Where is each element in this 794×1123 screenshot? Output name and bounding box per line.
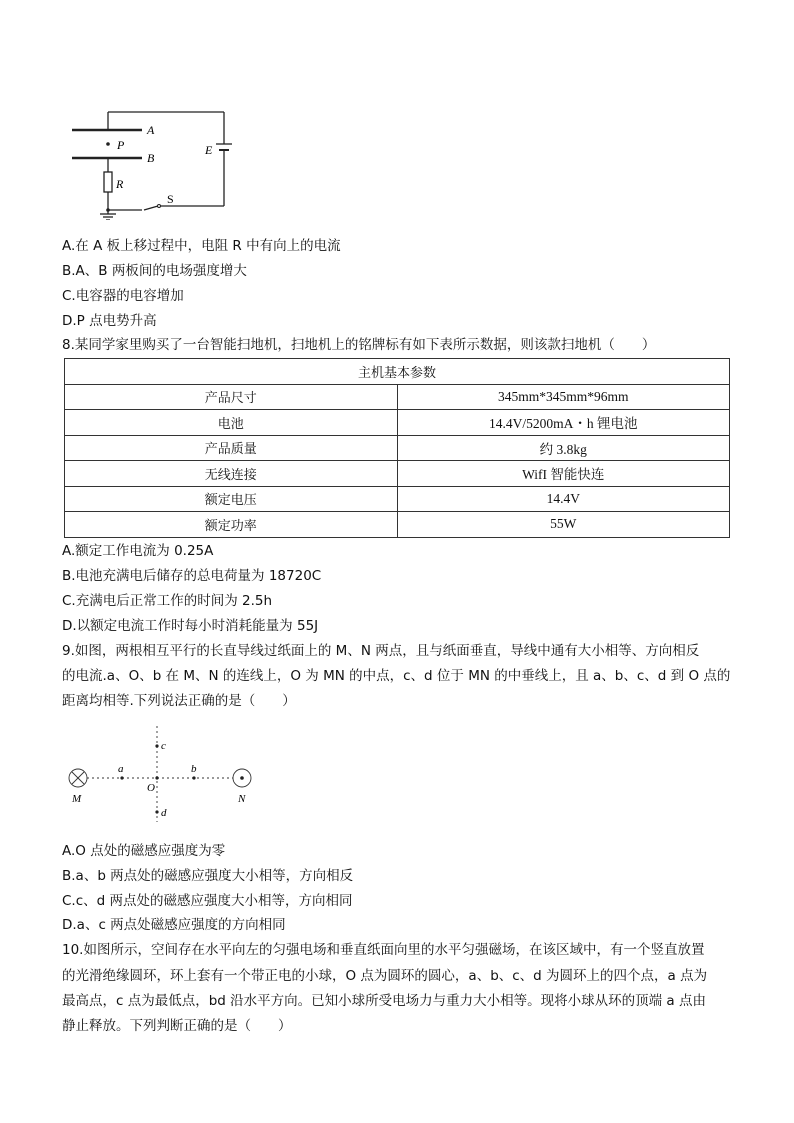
q7-option-a: A.在 A 板上移过程中，电阻 R 中有向上的电流 xyxy=(62,238,341,254)
q8-option-c: C.充满电后正常工作的时间为 2.5h xyxy=(62,593,273,609)
table-cell-value: 55W xyxy=(397,512,730,538)
q9-option-a: A.O 点处的磁感应强度为零 xyxy=(62,843,226,859)
q7-option-c: C.电容器的电容增加 xyxy=(62,288,184,304)
q9-stem-line-3: 距离均相等.下列说法正确的是（ ） xyxy=(62,693,296,709)
resistor-r xyxy=(104,172,112,192)
point-d xyxy=(155,810,158,813)
q7-option-b: B.A、B 两板间的电场强度增大 xyxy=(62,263,247,279)
table-cell-value: WifI 智能快连 xyxy=(397,461,730,487)
label-a: A xyxy=(147,123,155,137)
q8-option-d: D.以额定电流工作时每小时消耗能量为 55J xyxy=(62,618,319,634)
q8-option-a: A.额定工作电流为 0.25A xyxy=(62,543,214,559)
point-o xyxy=(155,776,158,779)
label-o: O xyxy=(147,782,155,794)
table-row xyxy=(65,410,730,436)
q10-stem-line-3: 最高点，c 点为最低点，bd 沿水平方向。已知小球所受电场力与重力大小相等。现将小球从环的顶端 a 点由 xyxy=(62,993,706,1009)
point-p xyxy=(106,142,110,146)
capacitor-circuit-diagram xyxy=(62,104,242,220)
q10-stem-line-2: 的光滑绝缘圆环，环上套有一个带正电的小球，O 点为圆环的圆心，a、b、c、d 为圆环上的四个点，a 点为 xyxy=(62,968,708,984)
label-m: M xyxy=(72,793,82,805)
label-n: N xyxy=(238,793,246,805)
q9-option-d: D.a、c 两点处磁感应强度的方向相同 xyxy=(62,917,286,933)
label-c-point: c xyxy=(161,740,166,752)
label-b-point: b xyxy=(191,763,197,775)
table-title: 主机基本参数 xyxy=(65,359,730,385)
label-p: P xyxy=(117,138,125,152)
table-row xyxy=(65,461,730,487)
table-row xyxy=(65,512,730,538)
table-cell-label: 电池 xyxy=(65,410,398,436)
q8-option-b: B.电池充满电后储存的总电荷量为 18720C xyxy=(62,568,322,584)
point-c xyxy=(155,744,158,747)
table-cell-label: 产品尺寸 xyxy=(65,384,398,410)
label-s: S xyxy=(167,192,174,206)
table-cell-value: 14.4V/5200mA・h 锂电池 xyxy=(397,410,730,436)
label-a-point: a xyxy=(118,763,124,775)
point-b xyxy=(192,776,195,779)
switch-s xyxy=(144,206,158,210)
table-cell-label: 额定功率 xyxy=(65,512,398,538)
point-a xyxy=(120,776,123,779)
q9-stem-line-1: 9.如图，两根相互平行的长直导线过纸面上的 M、N 两点，且与纸面垂直，导线中通有大小相等、方向相反 xyxy=(62,643,700,659)
table-cell-value: 约 3.8kg xyxy=(397,435,730,461)
table-row xyxy=(65,486,730,512)
q7-option-d: D.P 点电势升高 xyxy=(62,313,157,329)
label-e: E xyxy=(205,143,213,157)
q10-stem-line-4: 静止释放。下列判断正确的是（ ） xyxy=(62,1018,292,1034)
q9-stem-line-2: 的电流.a、O、b 在 M、N 的连线上，O 为 MN 的中点，c、d 位于 MN 的中垂线上，且 a、b、c、d 到 O 点的 xyxy=(62,668,731,684)
table-cell-label: 额定电压 xyxy=(65,486,398,512)
table-row xyxy=(65,384,730,410)
table-cell-label: 无线连接 xyxy=(65,461,398,487)
label-r: R xyxy=(116,177,124,191)
table-row xyxy=(65,435,730,461)
table-cell-value: 345mm*345mm*96mm xyxy=(397,384,730,410)
q10-stem-line-1: 10.如图所示，空间存在水平向左的匀强电场和垂直纸面向里的水平匀强磁场，在该区域中，有一个竖直放置 xyxy=(62,942,705,958)
q9-option-c: C.c、d 两点处的磁感应强度大小相等，方向相同 xyxy=(62,893,353,909)
label-d-point: d xyxy=(161,807,167,819)
table-cell-label: 产品质量 xyxy=(65,435,398,461)
q9-option-b: B.a、b 两点处的磁感应强度大小相等，方向相反 xyxy=(62,868,354,884)
table-title-row xyxy=(65,359,730,385)
q8-stem: 8.某同学家里购买了一台智能扫地机，扫地机上的铭牌标有如下表所示数据，则该款扫地机（ ） xyxy=(62,337,656,353)
magnetic-field-diagram xyxy=(60,718,270,826)
label-b: B xyxy=(147,151,155,165)
spec-table xyxy=(64,358,730,538)
table-cell-value: 14.4V xyxy=(397,486,730,512)
